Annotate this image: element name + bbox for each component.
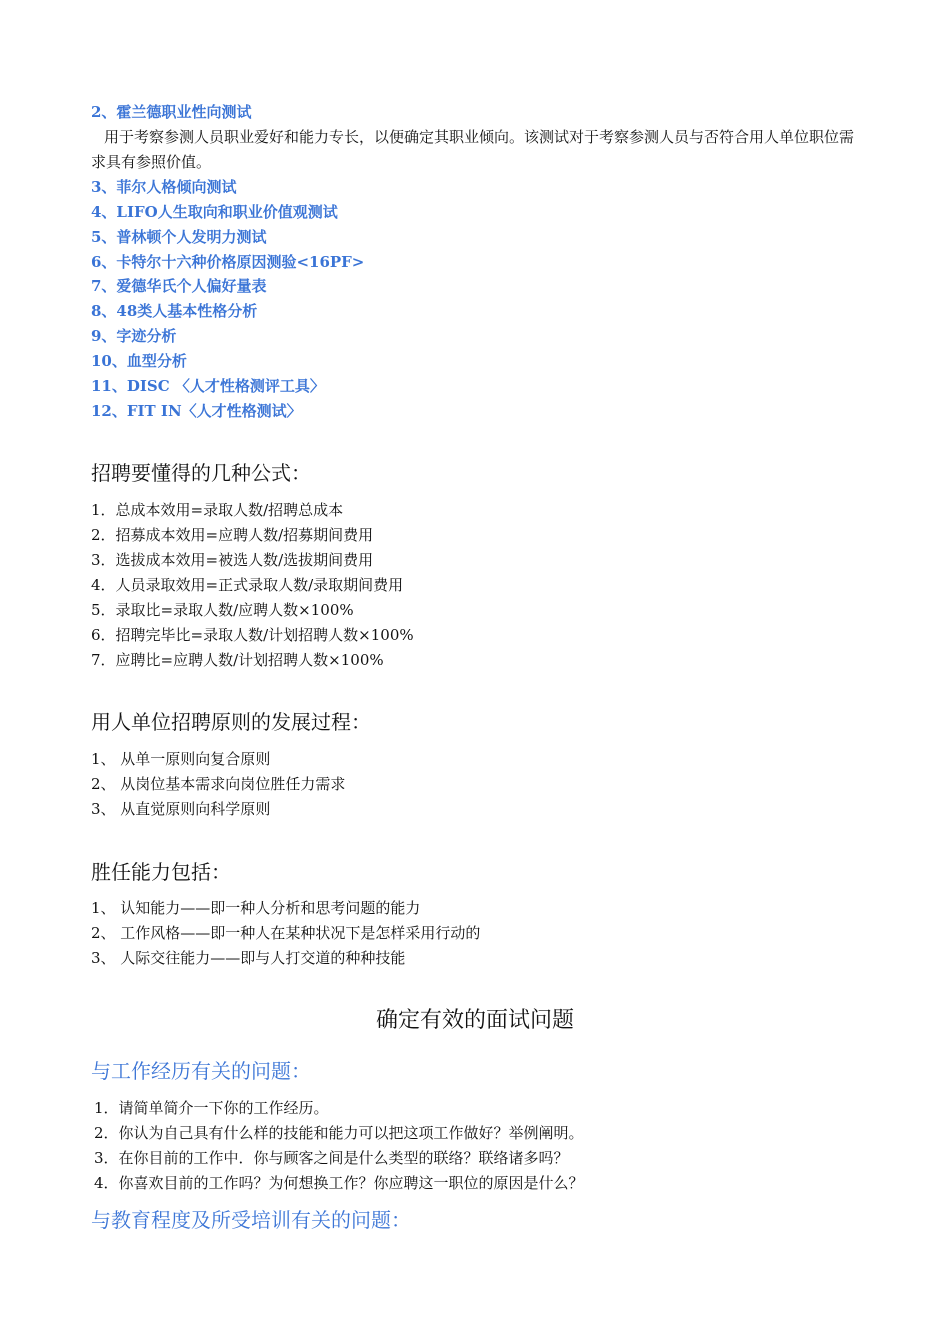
competency-item: 2、 工作风格——即一种人在某种状况下是怎样采用行动的 (91, 924, 481, 942)
formula-item: 1．总成本效用=录取人数/招聘总成本 (91, 501, 344, 519)
education-questions-heading: 与教育程度及所受培训有关的问题： (91, 1208, 411, 1232)
interview-title: 确定有效的面试问题 (375, 1008, 574, 1033)
principles-heading: 用人单位招聘原则的发展过程： (91, 710, 371, 734)
test-item: 10、血型分析 (91, 352, 187, 370)
test-item: 6、卡特尔十六种价格原因测验<16PF> (91, 253, 365, 271)
formula-item: 4．人员录取效用=正式录取人数/录取期间费用 (91, 576, 404, 594)
competency-heading: 胜任能力包括： (91, 860, 231, 884)
formula-item: 5．录取比=录取人数/应聘人数×100% (91, 601, 354, 619)
competency-item: 1、 认知能力——即一种人分析和思考问题的能力 (91, 899, 421, 917)
test-item: 9、字迹分析 (91, 327, 177, 345)
test-item-2-title: 2、霍兰德职业性向测试 (91, 103, 252, 121)
formulas-heading: 招聘要懂得的几种公式： (91, 461, 311, 485)
work-questions-heading: 与工作经历有关的问题： (91, 1059, 311, 1083)
question-item: 3．在你目前的工作中．你与顾客之间是什么类型的联络？联络诸多吗？ (94, 1149, 569, 1167)
test-item: 3、菲尔人格倾向测试 (91, 178, 237, 196)
test-item: 11、DISC 〈人才性格测评工具〉 (91, 377, 325, 395)
question-item: 1．请简单简介一下你的工作经历。 (94, 1099, 329, 1117)
formula-item: 2．招募成本效用=应聘人数/招募期间费用 (91, 526, 374, 544)
test-item: 5、普林顿个人发明力测试 (91, 228, 267, 246)
question-item: 4．你喜欢目前的工作吗？为何想换工作？你应聘这一职位的原因是什么？ (94, 1174, 584, 1192)
test-item: 7、爱德华氏个人偏好量表 (91, 277, 267, 295)
principle-item: 3、 从直觉原则向科学原则 (91, 800, 271, 818)
test-item: 12、FIT IN〈人才性格测试〉 (91, 402, 302, 420)
formula-item: 6．招聘完毕比=录取人数/计划招聘人数×100% (91, 626, 414, 644)
formula-item: 7．应聘比=应聘人数/计划招聘人数×100% (91, 651, 384, 669)
question-item: 2．你认为自己具有什么样的技能和能力可以把这项工作做好？举例阐明。 (94, 1124, 584, 1142)
test-item: 8、48类人基本性格分析 (91, 302, 258, 320)
formula-item: 3．选拔成本效用=被选人数/选拔期间费用 (91, 551, 374, 569)
test-item: 4、LIFO人生取向和职业价值观测试 (91, 203, 338, 221)
test-item-2-description: 用于考察参测人员职业爱好和能力专长，以便确定其职业倾向。该测试对于考察参测人员与否符合用人单位职位需求具有参照价值。 (91, 128, 855, 171)
principle-item: 1、 从单一原则向复合原则 (91, 750, 271, 768)
competency-item: 3、 人际交往能力——即与人打交道的种种技能 (91, 949, 406, 967)
principle-item: 2、 从岗位基本需求向岗位胜任力需求 (91, 775, 346, 793)
